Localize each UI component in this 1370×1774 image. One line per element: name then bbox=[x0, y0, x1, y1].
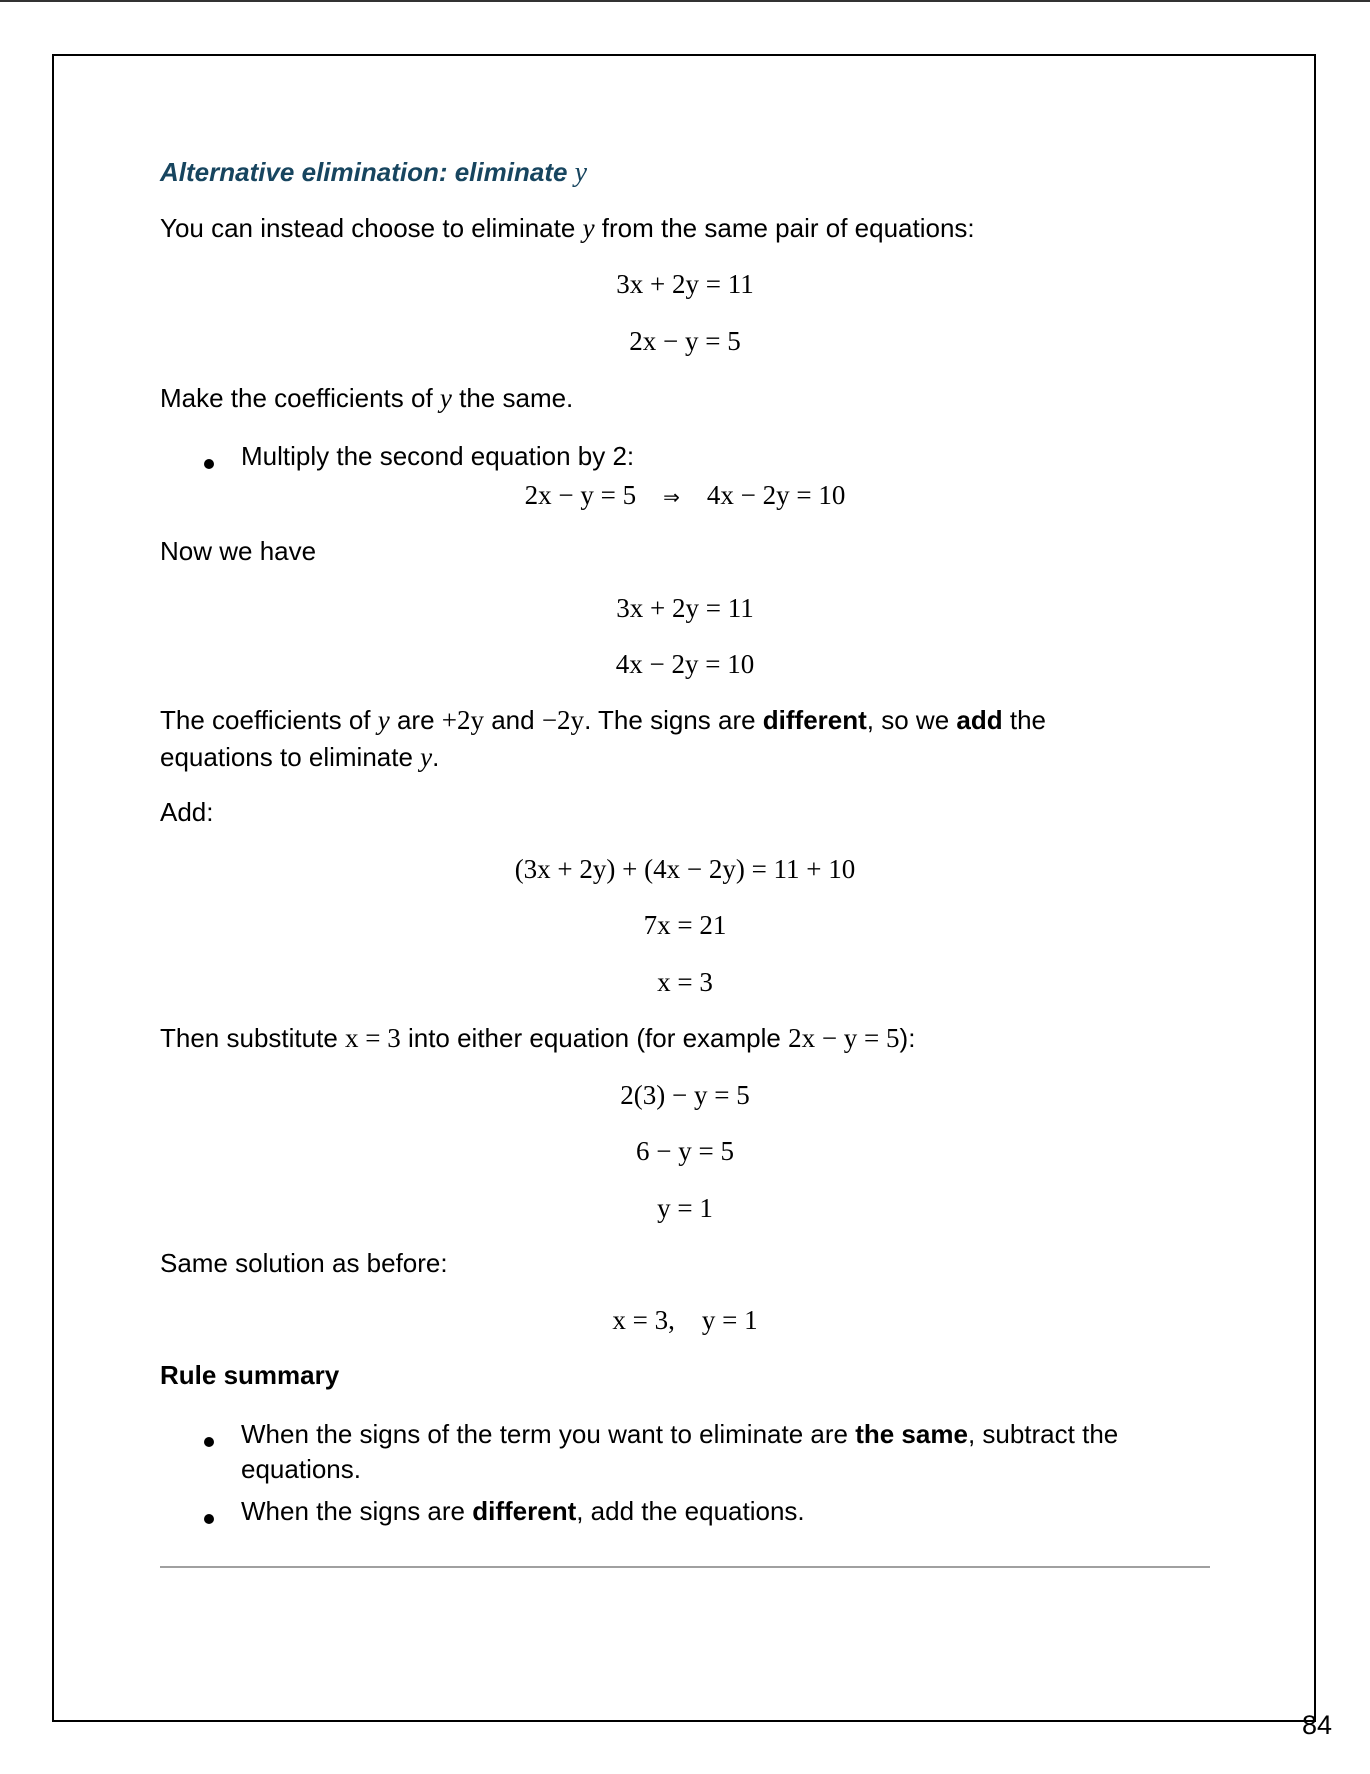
text-span: . The signs are bbox=[584, 705, 763, 735]
substitute-paragraph bbox=[160, 1023, 915, 1053]
intro-text-before: You can instead choose to eliminate bbox=[160, 213, 583, 243]
text-span: When the signs of the term you want to eliminate are bbox=[241, 1419, 856, 1449]
text-span: are bbox=[389, 705, 442, 735]
bullet-icon bbox=[204, 1437, 214, 1447]
coefficient-plus-2y: +2y bbox=[441, 705, 484, 735]
now-we-have-label: Now we have bbox=[160, 536, 317, 566]
rule-summary-title: Rule summary bbox=[160, 1360, 340, 1390]
section-divider bbox=[160, 1566, 1210, 1568]
text-span: and bbox=[484, 705, 542, 735]
coefficients-paragraph-line-1 bbox=[160, 705, 1046, 735]
coefficient-minus-2y: −2y bbox=[541, 705, 585, 735]
top-edge-bar bbox=[0, 0, 1370, 2]
page-number: 84 bbox=[1302, 1710, 1333, 1740]
equation-new-2: 4x − 2y = 10 bbox=[615, 649, 755, 679]
variable-y: y bbox=[377, 705, 390, 735]
text-span: the bbox=[1002, 705, 1046, 735]
emphasis-the-same: the same bbox=[855, 1419, 968, 1449]
equation-original-1: 3x + 2y = 11 bbox=[616, 269, 754, 299]
substitution-step-2: 6 − y = 5 bbox=[636, 1136, 734, 1166]
emphasis-different: different bbox=[762, 705, 867, 735]
emphasis-add: add bbox=[956, 705, 1003, 735]
addition-step-1: (3x + 2y) + (4x − 2y) = 11 + 10 bbox=[514, 854, 856, 884]
text-span: . bbox=[432, 742, 440, 772]
equation-new-1: 3x + 2y = 11 bbox=[616, 593, 754, 623]
text-span: The coefficients of bbox=[160, 705, 378, 735]
intro-variable: y bbox=[582, 213, 595, 243]
addition-step-2: 7x = 21 bbox=[643, 910, 727, 940]
final-solution: x = 3, y = 1 bbox=[612, 1305, 758, 1335]
text-span: , so we bbox=[866, 705, 957, 735]
text-span: When the signs are bbox=[241, 1496, 473, 1526]
intro-text-after: from the same pair of equations: bbox=[594, 213, 975, 243]
variable-y: y bbox=[420, 742, 433, 772]
text-span: into either equation (for example bbox=[400, 1023, 789, 1053]
add-label: Add: bbox=[160, 797, 214, 827]
rule-item-1-line-2: equations. bbox=[241, 1454, 361, 1484]
multiply-step-left: 2x − y = 5 bbox=[524, 480, 637, 510]
rule-item-2 bbox=[241, 1496, 805, 1526]
text-span: Then substitute bbox=[160, 1023, 345, 1053]
substitution-step-1: 2(3) − y = 5 bbox=[620, 1080, 750, 1110]
equation-original-2: 2x − y = 5 bbox=[629, 326, 741, 356]
make-same-paragraph bbox=[160, 383, 573, 413]
multiply-step bbox=[0, 480, 1370, 513]
bullet-icon bbox=[204, 459, 214, 469]
same-solution-label: Same solution as before: bbox=[160, 1248, 448, 1278]
implies-arrow-icon: ⇒ bbox=[663, 487, 680, 509]
bullet-icon bbox=[204, 1514, 214, 1524]
heading-text: Alternative elimination: eliminate bbox=[160, 157, 575, 187]
substitution-step-3: y = 1 bbox=[657, 1193, 713, 1223]
text-span: equations to eliminate bbox=[160, 742, 421, 772]
make-same-text-after: the same. bbox=[451, 383, 574, 413]
inline-equation: x = 3 bbox=[345, 1023, 401, 1053]
bullet-multiply-text: Multiply the second equation by 2: bbox=[241, 441, 635, 471]
text-span: , add the equations. bbox=[576, 1496, 805, 1526]
section-heading bbox=[160, 157, 587, 188]
multiply-step-right: 4x − 2y = 10 bbox=[706, 480, 846, 510]
text-span: ): bbox=[899, 1023, 916, 1053]
make-same-variable: y bbox=[439, 383, 452, 413]
intro-paragraph bbox=[160, 213, 975, 243]
heading-variable: y bbox=[574, 157, 588, 188]
addition-step-3: x = 3 bbox=[657, 967, 713, 997]
text-span: , subtract the bbox=[967, 1419, 1119, 1449]
rule-item-1-line-1 bbox=[241, 1419, 1118, 1449]
emphasis-different: different bbox=[472, 1496, 577, 1526]
inline-equation: 2x − y = 5 bbox=[788, 1023, 900, 1053]
coefficients-paragraph-line-2 bbox=[160, 742, 439, 772]
make-same-text-before: Make the coefficients of bbox=[160, 383, 440, 413]
